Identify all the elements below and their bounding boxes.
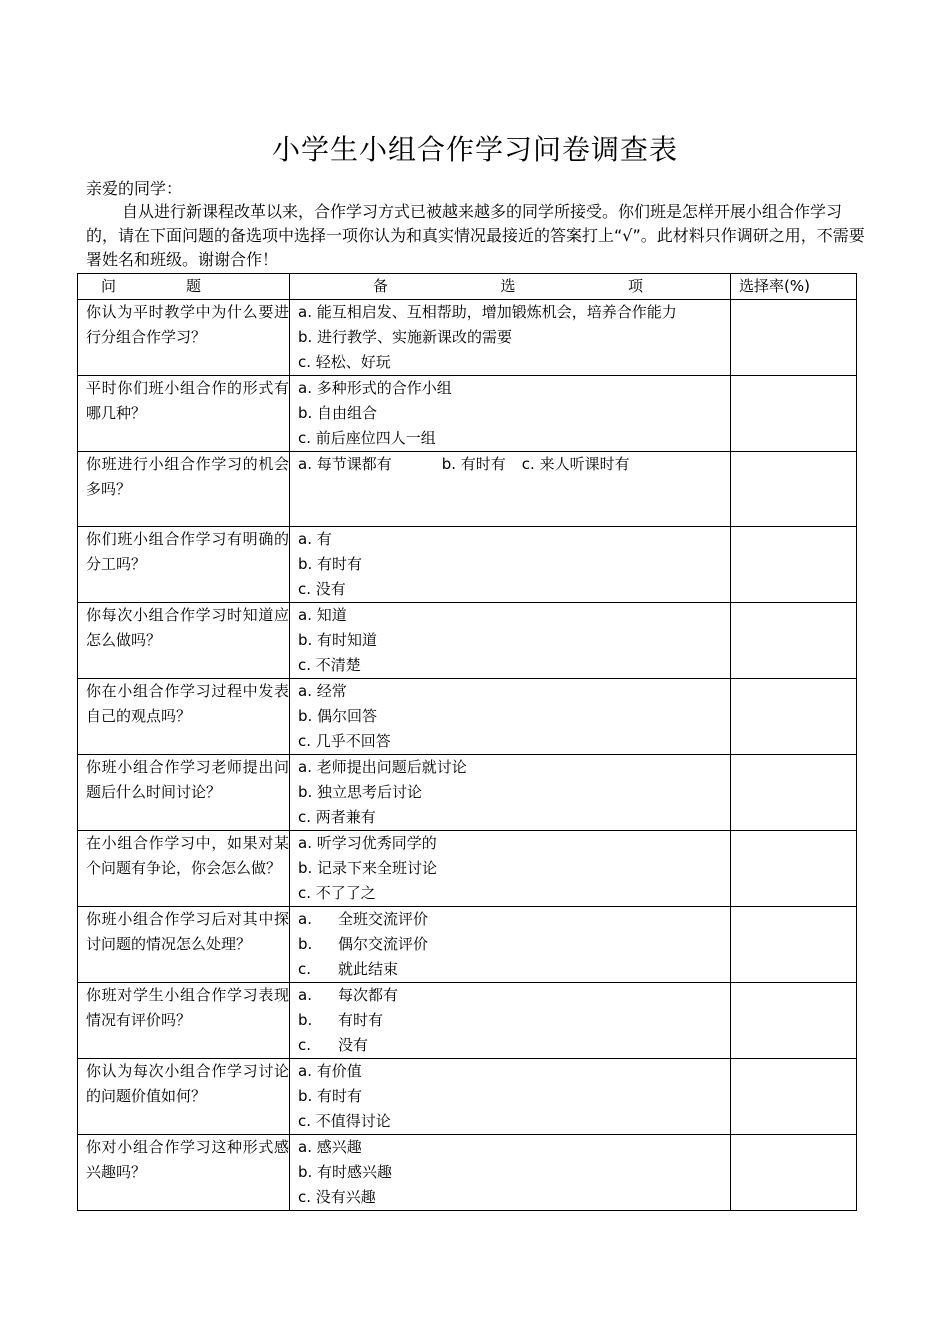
option-item: c. 不了了之: [298, 884, 376, 902]
rate-cell[interactable]: [731, 983, 857, 1059]
rate-cell[interactable]: [731, 603, 857, 679]
page-title: 小学生小组合作学习问卷调查表: [271, 133, 678, 166]
option-item: a. 多种形式的合作小组: [298, 379, 452, 397]
table-row: [78, 907, 857, 983]
question-cell: 你每次小组合作学习时知道应怎么做吗？: [78, 603, 290, 679]
options-cell: [290, 376, 731, 452]
greeting: 亲爱的同学：: [86, 179, 183, 198]
table-row: [78, 679, 857, 755]
option-letter: b.: [298, 935, 313, 953]
option-item: a. 老师提出问题后就讨论: [298, 758, 467, 776]
options-cell: [290, 983, 731, 1059]
option-item: a. 经常: [298, 682, 347, 700]
options-cell: [290, 755, 731, 831]
options-cell: [290, 1059, 731, 1135]
table-row: [78, 603, 857, 679]
question-cell: 你班小组合作学习老师提出问题后什么时间讨论？: [78, 755, 290, 831]
option-item: c. 两者兼有: [298, 808, 376, 826]
options-cell: [290, 1135, 731, 1211]
table-row: [78, 452, 857, 527]
options-cell: [290, 527, 731, 603]
table-row: [78, 755, 857, 831]
option-item: c. 轻松、好玩: [298, 353, 391, 371]
option-item: c. 前后座位四人一组: [298, 429, 436, 447]
options-cell: [290, 831, 731, 907]
option-item: 全班交流评价: [338, 910, 429, 928]
option-item: c. 来人听课时有: [521, 455, 630, 473]
options-cell: [290, 679, 731, 755]
option-item: b. 有时有: [298, 555, 363, 573]
option-item: b. 有时知道: [298, 631, 378, 649]
options-cell: [290, 907, 731, 983]
option-item: b. 有时有: [298, 1087, 363, 1105]
table-row: [78, 527, 857, 603]
option-item: b. 记录下来全班讨论: [298, 859, 438, 877]
rate-cell[interactable]: [731, 452, 857, 527]
rate-cell[interactable]: [731, 755, 857, 831]
question-cell: 你认为每次小组合作学习讨论的问题价值如何？: [78, 1059, 290, 1135]
option-item: c. 没有兴趣: [298, 1188, 376, 1206]
table-row: [78, 300, 857, 376]
option-item: a. 知道: [298, 606, 347, 624]
option-item: b. 自由组合: [298, 404, 378, 422]
header-rate: 选择率(%): [731, 274, 857, 300]
rate-cell[interactable]: [731, 907, 857, 983]
option-item: a. 感兴趣: [298, 1138, 362, 1156]
option-item: a. 每节课都有: [298, 455, 392, 473]
option-letter: a.: [298, 910, 312, 928]
option-item: 就此结束: [338, 960, 399, 978]
rate-cell[interactable]: [731, 300, 857, 376]
header-question: [78, 274, 290, 300]
question-cell: 你们班小组合作学习有明确的分工吗？: [78, 527, 290, 603]
option-item: c. 不清楚: [298, 656, 361, 674]
intro-paragraph: 自从进行新课程改革以来，合作学习方式已被越来越多的同学所接受。你们班是怎样开展小组合作学习的，请在下面问题的备选项中选择一项你认为和真实情况最接近的答案打上“√”。此材料只作调研之用，不需要署姓名和班级。谢谢合作！: [86, 202, 865, 269]
table-row: [78, 831, 857, 907]
header-options: [290, 274, 731, 300]
option-item: 没有: [338, 1036, 369, 1054]
question-cell: 平时你们班小组合作的形式有哪几种？: [78, 376, 290, 452]
header-options-char: 选: [500, 277, 516, 295]
option-letter: c.: [298, 960, 312, 978]
table-header-row: [78, 274, 857, 300]
rate-cell[interactable]: [731, 527, 857, 603]
option-item: c. 几乎不回答: [298, 732, 391, 750]
table-row: [78, 1135, 857, 1211]
question-cell: 你班小组合作学习后对其中探讨问题的情况怎么处理？: [78, 907, 290, 983]
option-item: b. 独立思考后讨论: [298, 783, 423, 801]
question-cell: 你班对学生小组合作学习表现情况有评价吗？: [78, 983, 290, 1059]
rate-cell[interactable]: [731, 831, 857, 907]
option-item: a. 有: [298, 530, 332, 548]
rate-cell[interactable]: [731, 679, 857, 755]
option-item: b. 偶尔回答: [298, 707, 378, 725]
option-letter: c.: [298, 1036, 312, 1054]
table-row: [78, 983, 857, 1059]
question-cell: 你认为平时教学中为什么要进行分组合作学习？: [78, 300, 290, 376]
option-item: a. 能互相启发、互相帮助，增加锻炼机会，培养合作能力: [298, 303, 677, 321]
option-letter: b.: [298, 1011, 313, 1029]
option-item: b. 有时有: [441, 455, 506, 473]
option-item: a. 听学习优秀同学的: [298, 834, 437, 852]
header-options-char: 项: [627, 277, 643, 295]
options-cell: [290, 603, 731, 679]
option-letter: a.: [298, 986, 312, 1004]
option-item: c. 不值得讨论: [298, 1112, 391, 1130]
question-cell: 你对小组合作学习这种形式感兴趣吗？: [78, 1135, 290, 1211]
survey-table: [77, 273, 857, 1211]
question-cell: 你在小组合作学习过程中发表自己的观点吗？: [78, 679, 290, 755]
header-question-char: 问: [101, 277, 117, 295]
header-question-char: 题: [185, 277, 201, 295]
options-cell: [290, 452, 731, 527]
option-item: c. 没有: [298, 580, 346, 598]
table-row: [78, 1059, 857, 1135]
option-item: b. 进行教学、实施新课改的需要: [298, 328, 513, 346]
header-options-char: 备: [373, 277, 389, 295]
option-item: a. 有价值: [298, 1062, 362, 1080]
rate-cell[interactable]: [731, 376, 857, 452]
rate-cell[interactable]: [731, 1059, 857, 1135]
option-item: 每次都有: [338, 986, 399, 1004]
option-item: b. 有时感兴趣: [298, 1163, 393, 1181]
table-row: [78, 376, 857, 452]
options-cell: [290, 300, 731, 376]
rate-cell[interactable]: [731, 1135, 857, 1211]
question-cell: 你班进行小组合作学习的机会多吗？: [78, 452, 290, 527]
question-cell: 在小组合作学习中，如果对某个问题有争论，你会怎么做？: [78, 831, 290, 907]
option-item: 有时有: [338, 1011, 384, 1029]
option-item: 偶尔交流评价: [338, 935, 429, 953]
